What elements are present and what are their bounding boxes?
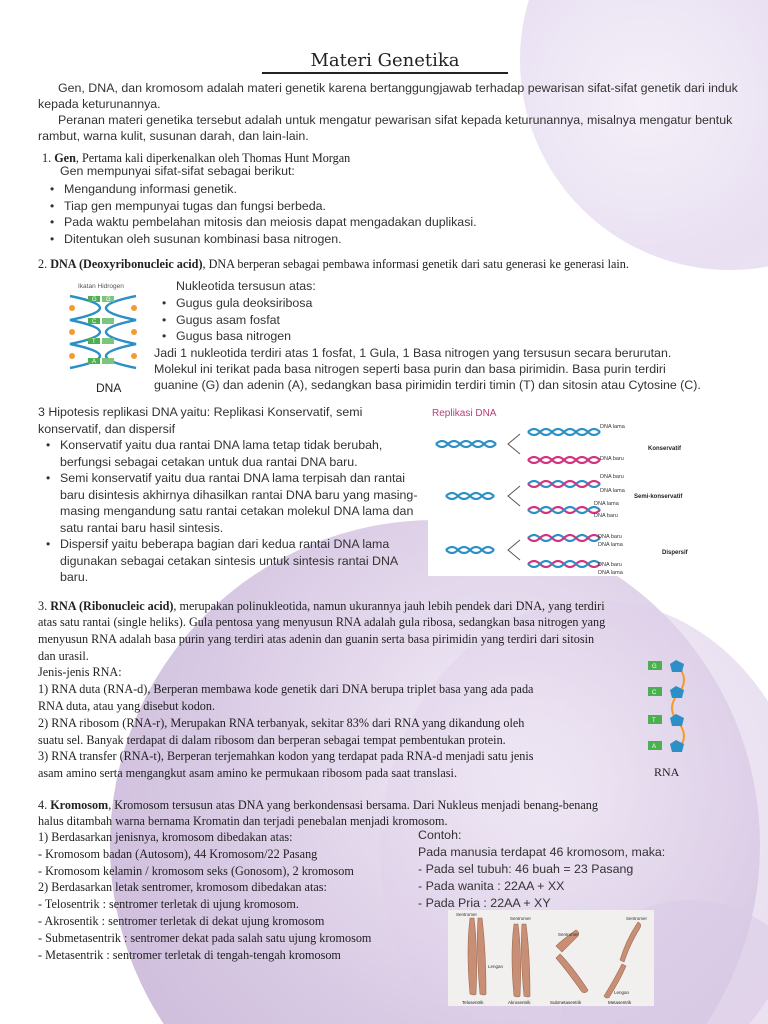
dna-number: 2. — [38, 257, 48, 271]
strand-label: DNA baru — [600, 474, 624, 480]
chromosome-part-label: Sentromer — [558, 932, 580, 937]
nucleotide-list — [154, 295, 454, 345]
list-item: • Gugus gula deoksiribosa — [154, 295, 454, 312]
product-helices — [528, 429, 600, 567]
contoh-line: - Pada sel tubuh: 46 buah = 23 Pasang — [418, 862, 634, 876]
rna-figure-caption: RNA — [654, 765, 680, 779]
intro-paragraph-1: Gen, DNA, dan kromosom adalah materi genetik karena bertanggungjawab terhadap pewarisan sifat-sifat genetik dari induk kepada keturunannya. — [38, 81, 738, 111]
kromosom-list — [38, 829, 438, 963]
rna-bases — [648, 661, 662, 750]
list-item: • Dispersif yaitu beberapa bagian dari kedua rantai DNA lama digunakan sebagai cetakan sintesis untuk sintesis rantai DNA baru. — [38, 536, 428, 586]
rna-backbone — [672, 666, 684, 750]
contoh-line: Pada manusia terdapat 46 kromosom, maka: — [418, 845, 666, 859]
strand-labels — [594, 424, 626, 576]
strand-label: DNA lama — [600, 424, 625, 430]
replication-list — [38, 437, 428, 586]
phosphate-nodes — [69, 305, 137, 359]
chromosome-type-label: Telosentrik — [462, 1000, 484, 1005]
kromosom-heading-text: , Kromosom tersusun atas DNA yang berkondensasi bersama. Dari Nukleus menjadi benang-benang — [108, 798, 598, 812]
rna-heading — [38, 598, 738, 614]
nucleotide-intro: Nukleotida tersusun atas: — [176, 279, 316, 293]
dna-figure-bond-label: Ikatan Hidrogen — [78, 283, 124, 290]
strand-label: DNA baru — [598, 562, 622, 568]
kromosom-list-line: - Akrosentik : sentromer terletak di dekat ujung kromosom — [38, 913, 325, 928]
replication-arrows — [508, 434, 520, 560]
title-underline — [262, 72, 508, 74]
dna-figure — [60, 278, 146, 398]
rna-line: dan urasil. — [38, 648, 89, 663]
chromosome-type-label: Akrosentrik — [508, 1000, 531, 1005]
rna-line: RNA duta, atau yang disebut kodon. — [38, 698, 216, 713]
kromosom-list-line: - Metasentrik : sentromer terletak di tengah-tengah kromosom — [38, 947, 341, 962]
strand-label: DNA baru — [594, 513, 618, 519]
chromosome-type-label: Metasentrik — [608, 1000, 632, 1005]
gen-number: 1. — [42, 151, 52, 165]
rna-line: asam amino serta mengangkut asam amino ke permukaan ribosom pada saat translasi. — [38, 766, 457, 781]
chromosome-part-label: Lengan — [614, 990, 630, 995]
phosphate-node — [69, 353, 75, 359]
list-item: • Tiap gen mempunyai tugas dan fungsi berbeda. — [42, 198, 742, 215]
strand-label: DNA baru — [598, 534, 622, 540]
intro-paragraph-2: Peranan materi genetika tersebut adalah untuk mengatur pewarisan sifat kepada keturunannya, misalnya mengatur bentuk rambut, warna kulit, susunan darah, dan lain-lain. — [38, 113, 733, 143]
dna-explanation-line: Molekul ini terikat pada basa nitrogen seperti basa purin dan basa pirimidin. Basa purin terdiri — [154, 362, 666, 376]
contoh-line: - Pada Pria : 22AA + XY — [418, 896, 551, 910]
contoh-line: Contoh: — [418, 828, 462, 842]
strand-label: DNA lama — [598, 542, 623, 548]
rna-line: atas satu rantai (single heliks). Gula pentosa yang menyusun RNA adalah gula ribosa, sedangkan basa nitrogen yang — [38, 615, 606, 629]
rna-number: 3. — [38, 599, 48, 613]
rna-base-label: A — [652, 744, 657, 750]
rna-line: 3) RNA transfer (RNA-t), Berperan terjemahkan kodon yang terdapat pada RNA-d menjadi satu jenis — [38, 749, 534, 764]
gen-subheading: Gen mempunyai sifat-sifat sebagai berikut: — [60, 164, 295, 178]
phosphate-node — [131, 305, 137, 311]
rna-line: suatu sel. Banyak terdapat di dalam ribosom dan berperan sebagai tempat pembentukan protein. — [38, 732, 506, 747]
kromosom-list-line: 2) Berdasarkan letak sentromer, kromosom dibedakan atas: — [38, 880, 327, 895]
kromosom-list-line: 1) Berdasarkan jenisnya, kromosom dibedakan atas: — [38, 830, 293, 844]
kromosom-line-2: halus ditambah warna bernama Kromatin dan terjadi penebalan menjadi kromosom. — [38, 814, 448, 828]
list-item: • Mengandung informasi genetik. — [42, 181, 742, 198]
base-pair-block — [102, 358, 114, 364]
replication-figure — [428, 404, 712, 576]
base-pair-block — [102, 318, 114, 324]
kromosom-list-line: - Submetasentrik : sentromer dekat pada salah satu ujung kromosom — [38, 930, 372, 945]
replication-figure-title: Replikasi DNA — [432, 408, 497, 419]
arrow — [508, 434, 520, 454]
dna-heading-text: , DNA berperan sebagai pembawa informasi genetik dari satu generasi ke generasi lain. — [202, 257, 629, 271]
gen-list — [42, 181, 742, 247]
dna-term: DNA (Deoxyribonucleic acid) — [50, 257, 203, 271]
phosphate-node — [69, 329, 75, 335]
rna-body — [38, 614, 738, 782]
gen-heading-text: , Pertama kali diperkenalkan oleh Thomas Hunt Morgan — [75, 151, 351, 165]
arrow — [508, 540, 520, 560]
rna-base-label: T — [652, 718, 656, 724]
kromosom-contoh — [418, 827, 718, 912]
rna-base-label: C — [652, 690, 657, 696]
strand-label: DNA baru — [600, 456, 624, 462]
rna-base-label: G — [652, 664, 657, 670]
arrow — [508, 486, 520, 506]
kromosom-list-line: - Kromosom kelamin / kromosom seks (Gonosom), 2 kromosom — [38, 863, 354, 878]
rna-figure — [636, 656, 696, 782]
replication-type-labels — [634, 446, 689, 556]
type-label: Semi-konservatif — [634, 494, 683, 500]
rna-sugar — [670, 660, 684, 672]
rna-term: RNA (Ribonucleic acid) — [50, 599, 174, 613]
base-label: G — [92, 297, 97, 303]
base-label: G — [106, 297, 111, 303]
dna-explanation-line: guanine (G) dan adenin (A), sedangkan basa pirimidin terdiri timin (T) dan sitosin atau Cytosine (C). — [154, 378, 701, 392]
list-item: • Semi konservatif yaitu dua rantai DNA lama terpisah dan rantai baru disintesis akhirnya dihasilkan rantai DNA baru yang masing-masing mengandung satu rantai cetakan molekul DNA lama dan satu rantai baru hasil sintesis. — [38, 470, 428, 536]
list-item: • Gugus basa nitrogen — [154, 328, 454, 345]
gen-term: Gen — [54, 151, 76, 165]
strand-label: DNA lama — [598, 570, 623, 576]
dna-explanation-line: Jadi 1 nukleotida terdiri atas 1 fosfat, 1 Gula, 1 Basa nitrogen yang tersusun secara berurutan. — [154, 346, 672, 360]
rna-line: 2) RNA ribosom (RNA-r), Merupakan RNA terbanyak, sekitar 83% dari RNA yang dikandung oleh — [38, 715, 525, 730]
parent-helix-group — [436, 441, 496, 553]
phosphate-node — [131, 329, 137, 335]
kromosom-heading — [38, 797, 748, 813]
chromosome-acrocentric — [512, 924, 521, 997]
kromosom-number: 4. — [38, 798, 48, 812]
replication-intro: 3 Hipotesis replikasi DNA yaitu: Replikasi Konservatif, semi konservatif, dan dispersif — [38, 405, 363, 436]
dna-figure-caption: DNA — [96, 381, 122, 395]
chromosome-part-label: Sentromer — [626, 916, 648, 921]
base-label: T — [92, 339, 96, 345]
base-pair-block — [102, 338, 114, 344]
base-label: C — [92, 319, 97, 325]
strand-label: DNA lama — [594, 501, 619, 507]
list-item: • Ditentukan oleh susunan kombinasi basa nitrogen. — [42, 231, 742, 248]
chromosome-figure — [448, 910, 654, 1006]
chromosome-part-label: Lengan — [488, 964, 504, 969]
phosphate-node — [69, 305, 75, 311]
chromosome-part-label: Sentromer — [510, 916, 532, 921]
chromosome-part-label: Sentromer — [456, 912, 478, 917]
rna-sugar — [670, 714, 684, 726]
dna-heading — [38, 256, 758, 272]
rna-line: 1) RNA duta (RNA-d), Berperan membawa kode genetik dari DNA berupa triplet basa yang ada pada — [38, 682, 534, 697]
strand-label: DNA lama — [600, 488, 625, 494]
kromosom-list-line: - Telosentrik : sentromer terletak di ujung kromosom. — [38, 897, 299, 912]
contoh-line: - Pada wanita : 22AA + XX — [418, 879, 565, 893]
dna-base-pairs — [88, 296, 114, 365]
dna-explanation — [154, 345, 754, 393]
chromosome-type-label: Submetasentrik — [550, 1000, 582, 1005]
chromosome-telocentric — [468, 918, 477, 995]
type-label: Dispersif — [662, 550, 688, 556]
rna-line: Jenis-jenis RNA: — [38, 665, 122, 680]
list-item: • Pada waktu pembelahan mitosis dan meiosis dapat mengadakan duplikasi. — [42, 214, 742, 231]
rna-line: menyusun RNA adalah basa purin yang terdiri atas adenin dan guanin serta basa pirimidin yang terdiri dari sitosin — [38, 631, 595, 646]
kromosom-list-line: - Kromosom badan (Autosom), 44 Kromosom/22 Pasang — [38, 846, 318, 861]
kromosom-term: Kromosom — [50, 798, 109, 812]
page-title: Materi Genetika — [310, 50, 460, 71]
list-item: • Gugus asam fosfat — [154, 312, 454, 329]
type-label: Konservatif — [648, 446, 682, 452]
rna-heading-text: , merupakan polinukleotida, namun ukurannya jauh lebih pendek dari DNA, yang terdiri — [173, 599, 605, 613]
base-label: A — [92, 359, 97, 365]
list-item: • Konservatif yaitu dua rantai DNA lama tetap tidak berubah, berfungsi sebagai cetakan untuk dua rantai DNA baru. — [38, 437, 428, 470]
phosphate-node — [131, 353, 137, 359]
